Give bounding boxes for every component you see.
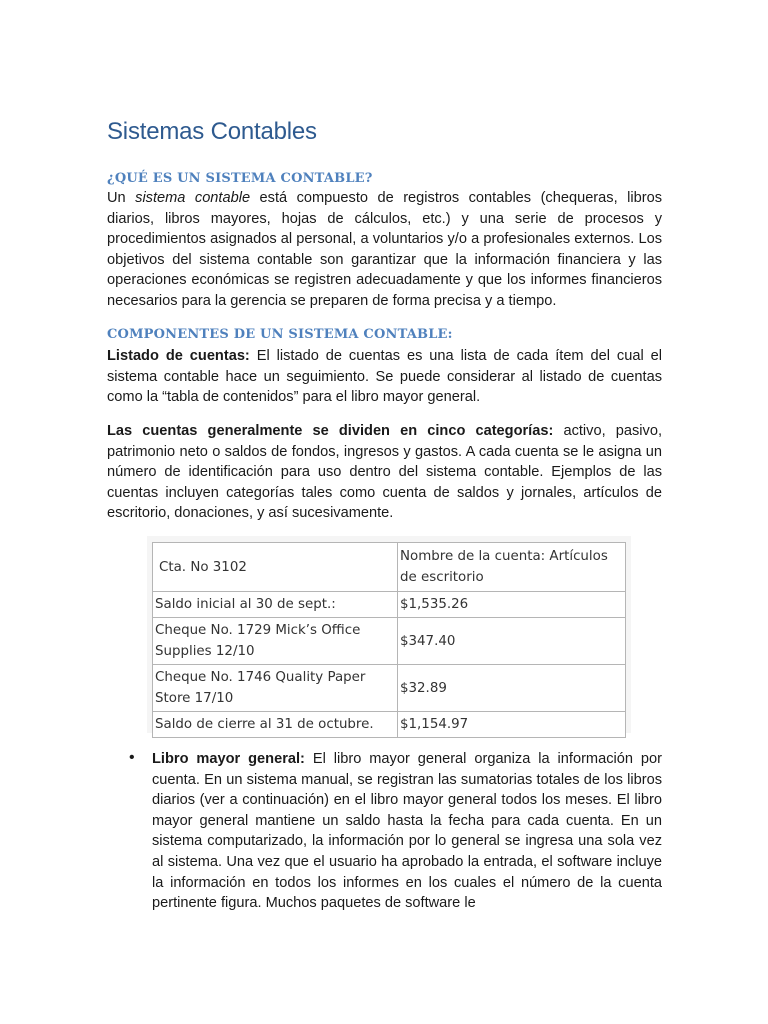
account-example-table — [152, 542, 626, 738]
paragraph-chart-of-accounts — [107, 346, 662, 408]
list-item-general-ledger — [152, 749, 662, 914]
table-cell-description: Cheque No. 1729 Mick’s Office Supplies 12/10 — [153, 618, 398, 665]
table-row — [153, 665, 626, 712]
general-ledger-term: Libro mayor general: — [152, 751, 305, 767]
table-cell-description: Saldo de cierre al 31 de octubre. — [153, 712, 398, 738]
account-categories-text: activo, pasivo, patrimonio neto o saldos de fondos, ingresos y gastos. A cada cuenta se le asigna un número de identificación para uso dentro del sistema contable. Ejemplos de las cuentas incluyen categorías tales como cuenta de saldos y jornales, artículos de escritorio, donaciones, y así sucesivamente. — [107, 423, 662, 522]
general-ledger-text: El libro mayor general organiza la información por cuenta. En un sistema manual, se registran las sumatorias totales de los libros diarios (ver a continuación) en el libro mayor general todos los meses. El libro mayor general mantiene un saldo hasta la fecha para cada cuenta. En un sistema computarizado, la información por lo general se ingresa una sola vez al sistema. Una vez que el usuario ha aprobado la entrada, el software incluye la información en todos los informes en los cuales el número de la cuenta pertinente figura. Muchos paquetes de software le — [152, 751, 662, 912]
definition-rest: está compuesto de registros contables (chequeras, libros diarios, libros mayores, hojas de cálculos, etc.) y una serie de procesos y procedimientos asignados al personal, a voluntarios y/o a profesionales externos. Los objetivos del sistema contable son garantizar que la información financiera y las operaciones económicas se registren adecuadamente y que los informes financieros necesarios para la gerencia se preparen de forma precisa y a tiempo. — [107, 190, 662, 309]
table-cell-amount: $347.40 — [398, 618, 626, 665]
account-example-table-image — [147, 536, 631, 733]
bullet-icon: • — [129, 749, 135, 766]
table-header-account-number: Cta. No 3102 — [153, 543, 398, 592]
chart-of-accounts-term: Listado de cuentas: — [107, 348, 250, 364]
table-cell-amount: $1,535.26 — [398, 592, 626, 618]
section-heading-components: COMPONENTES DE UN SISTEMA CONTABLE: — [107, 327, 453, 342]
definition-start: Un — [107, 190, 136, 206]
table-cell-amount: $1,154.97 — [398, 712, 626, 738]
account-categories-term: Las cuentas generalmente se dividen en cinco categorías: — [107, 423, 554, 439]
definition-italic-term: sistema contable — [135, 190, 251, 206]
table-cell-description: Saldo inicial al 30 de sept.: — [153, 592, 398, 618]
paragraph-account-categories — [107, 421, 662, 524]
paragraph-definition — [107, 188, 662, 312]
table-header-account-name: Nombre de la cuenta: Artículos de escritorio — [398, 543, 626, 592]
table-cell-description: Cheque No. 1746 Quality Paper Store 17/10 — [153, 665, 398, 712]
table-cell-amount: $32.89 — [398, 665, 626, 712]
table-row — [153, 592, 626, 618]
page-title: Sistemas Contables — [107, 118, 317, 145]
section-heading-what-is: ¿QUÉ ES UN SISTEMA CONTABLE? — [107, 171, 373, 186]
table-row — [153, 712, 626, 738]
table-row — [153, 618, 626, 665]
chart-of-accounts-text: El listado de cuentas es una lista de cada ítem del cual el sistema contable hace un seguimiento. Se puede considerar al listado de cuentas como la “tabla de contenidos” para el libro mayor general. — [107, 348, 662, 406]
table-header-row — [153, 543, 626, 592]
